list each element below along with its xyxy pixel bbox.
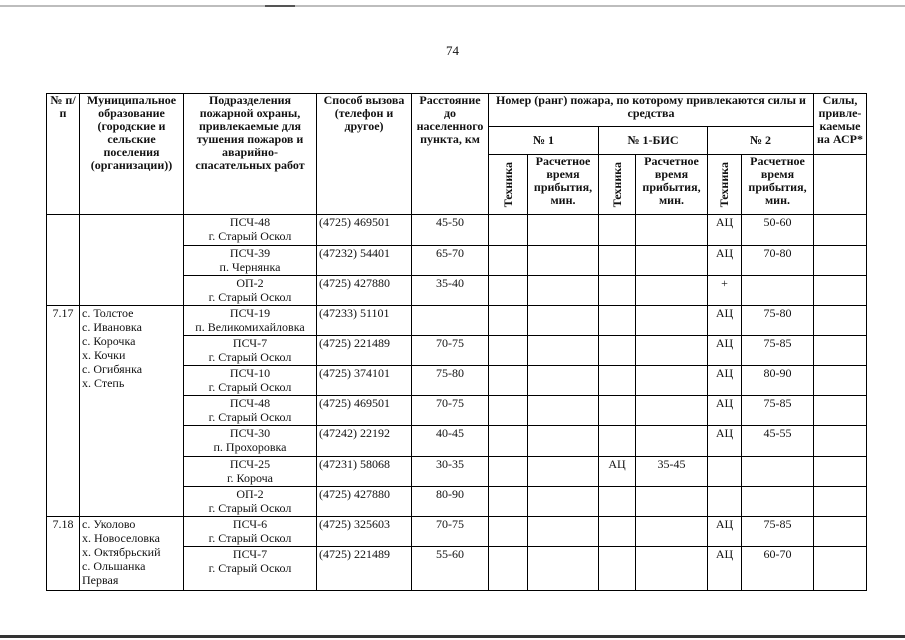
asr-cell (814, 276, 867, 306)
rank2-time-cell: 80-90 (742, 366, 814, 396)
settlement: Первая (82, 573, 119, 587)
rank1-tech-cell (489, 457, 528, 487)
rank2-tech-cell: + (708, 276, 742, 306)
rank2-time-cell: 75-80 (742, 306, 814, 336)
rank1-technique-header: Техника (500, 161, 515, 208)
unit-name: ПСЧ-30 (229, 426, 271, 440)
rank2-time-cell: 45-55 (742, 426, 814, 457)
table-row (47, 517, 867, 547)
top-rule-mark (265, 5, 295, 7)
num-cell: 7.18 (47, 517, 80, 591)
rank2-time-cell: 50-60 (742, 215, 814, 246)
rank1-time-cell (528, 366, 599, 396)
asr-cell (814, 487, 867, 517)
rank1bis-time-cell (636, 396, 708, 426)
rank2-header: № 2 (708, 127, 814, 155)
unit-name: ПСЧ-48 (229, 215, 271, 229)
unit-cell (184, 306, 317, 336)
unit-location: п. Чернянка (219, 260, 281, 274)
rank2-tech-cell: АЦ (708, 426, 742, 457)
rank1-header: № 1 (489, 127, 599, 155)
rank1-tech-cell (489, 306, 528, 336)
distance-cell: 70-75 (412, 517, 489, 547)
settlement: с. Ольшанка (82, 559, 146, 573)
unit-location: г. Старый Оскол (208, 531, 292, 545)
unit-name: ОП-2 (236, 487, 264, 501)
phone-cell: (4725) 469501 (317, 215, 412, 246)
municipality-cell (80, 517, 184, 591)
distance-cell: 75-80 (412, 366, 489, 396)
num-cell (47, 215, 80, 306)
rank2-technique-header: Техника (717, 161, 731, 208)
unit-name: ПСЧ-7 (232, 336, 268, 350)
unit-location: г. Старый Оскол (208, 290, 292, 304)
settlement: с. Огибянка (82, 362, 143, 376)
rank1-tech-cell (489, 487, 528, 517)
distance-cell: 55-60 (412, 547, 489, 591)
rank1bis-time-cell (636, 547, 708, 591)
rank2-tech-cell: АЦ (708, 547, 742, 591)
table-row (47, 215, 867, 246)
asr-cell (814, 547, 867, 591)
unit-location: г. Старый Оскол (208, 380, 292, 394)
phone-cell: (4725) 221489 (317, 547, 412, 591)
settlement: х. Новоселовка (82, 531, 160, 545)
phone-cell: (47232) 54401 (317, 246, 412, 276)
unit-cell (184, 336, 317, 366)
unit-name: ПСЧ-39 (229, 246, 271, 260)
phone-cell: (4725) 325603 (317, 517, 412, 547)
rank1bis-time-cell (636, 336, 708, 366)
rank2-tech-cell: АЦ (708, 396, 742, 426)
phone-cell: (47231) 58068 (317, 457, 412, 487)
asr-subheader (814, 155, 867, 215)
rank1bis-tech-cell (599, 487, 636, 517)
unit-cell (184, 547, 317, 591)
rank1bis-time-cell (636, 517, 708, 547)
rank1bis-technique-header: Техника (609, 161, 624, 208)
table-row (47, 306, 867, 336)
unit-name: ПСЧ-25 (229, 457, 271, 471)
unit-location: г. Старый Оскол (208, 229, 292, 243)
settlement: х. Октябрьский (82, 545, 161, 559)
rank2-tech-cell: АЦ (708, 366, 742, 396)
rank2-time-cell: 75-85 (742, 396, 814, 426)
phone-cell: (4725) 427880 (317, 276, 412, 306)
asr-cell (814, 306, 867, 336)
unit-name: ОП-2 (236, 276, 264, 290)
rank1-time-cell (528, 396, 599, 426)
rank2-tech-cell: АЦ (708, 336, 742, 366)
unit-location: г. Старый Оскол (208, 410, 292, 424)
unit-cell (184, 426, 317, 457)
rank1-time-cell (528, 547, 599, 591)
distance-cell: 45-50 (412, 215, 489, 246)
asr-cell (814, 366, 867, 396)
col-num-header: № п/п (47, 94, 80, 215)
unit-location: п. Прохоровка (213, 440, 287, 454)
rank1-tech-cell (489, 426, 528, 457)
fire-forces-table (46, 93, 867, 591)
rank1-tech-cell (489, 366, 528, 396)
rank1-tech-cell (489, 547, 528, 591)
col-call-method-header: Способ вызова (телефон и другое) (317, 94, 412, 215)
phone-cell: (4725) 469501 (317, 396, 412, 426)
rank1-time-cell (528, 336, 599, 366)
settlement: с. Толстое (82, 306, 134, 320)
distance-cell: 70-75 (412, 396, 489, 426)
unit-cell (184, 215, 317, 246)
rank1bis-tech-cell (599, 276, 636, 306)
rank1bis-time-cell (636, 246, 708, 276)
settlement: с. Ивановка (82, 320, 142, 334)
rank2-arrival-header: Расчетное время прибытия, мин. (742, 155, 814, 215)
rank1bis-arrival-header: Расчетное время прибытия, мин. (636, 155, 708, 215)
rank2-tech-cell (708, 487, 742, 517)
rank2-time-cell (742, 457, 814, 487)
rank2-tech-cell: АЦ (708, 246, 742, 276)
rank1-tech-cell (489, 396, 528, 426)
rank1-time-cell (528, 306, 599, 336)
rank1-time-cell (528, 487, 599, 517)
rank1bis-tech-cell: АЦ (599, 457, 636, 487)
rank1bis-time-cell (636, 306, 708, 336)
unit-cell (184, 396, 317, 426)
rank1-tech-cell (489, 215, 528, 246)
distance-cell: 35-40 (412, 276, 489, 306)
rank1bis-header: № 1-БИС (599, 127, 708, 155)
municipality-cell (80, 306, 184, 517)
col-distance-header: Расстояние до населенного пункта, км (412, 94, 489, 215)
asr-cell (814, 517, 867, 547)
unit-cell (184, 487, 317, 517)
rank1bis-tech-cell (599, 336, 636, 366)
rank1-time-cell (528, 276, 599, 306)
distance-cell: 70-75 (412, 336, 489, 366)
unit-cell (184, 366, 317, 396)
col-municipality-header: Муниципальное образование (городские и сельские поселения (организации)) (80, 94, 184, 215)
unit-cell (184, 457, 317, 487)
asr-cell (814, 246, 867, 276)
distance-cell: 30-35 (412, 457, 489, 487)
top-rule (0, 5, 905, 7)
rank1-arrival-header: Расчетное время прибытия, мин. (528, 155, 599, 215)
rank1bis-tech-cell (599, 215, 636, 246)
phone-cell: (4725) 427880 (317, 487, 412, 517)
rank1bis-tech-cell (599, 366, 636, 396)
unit-name: ПСЧ-48 (229, 396, 271, 410)
rank1-time-cell (528, 517, 599, 547)
asr-cell (814, 457, 867, 487)
rank1bis-tech-cell (599, 426, 636, 457)
col-units-header: Подразделения пожарной охраны, привлекаемые для тушения пожаров и аварийно-спасательных работ (184, 94, 317, 215)
rank2-tech-cell (708, 457, 742, 487)
rank1-tech-cell (489, 276, 528, 306)
rank1bis-tech-cell (599, 246, 636, 276)
unit-name: ПСЧ-10 (229, 366, 271, 380)
rank1-time-cell (528, 246, 599, 276)
distance-cell: 65-70 (412, 246, 489, 276)
rank1-time-cell (528, 215, 599, 246)
rank1bis-time-cell (636, 366, 708, 396)
rank2-time-cell: 75-85 (742, 517, 814, 547)
rank1bis-time-cell (636, 276, 708, 306)
phone-cell: (4725) 374101 (317, 366, 412, 396)
asr-cell (814, 336, 867, 366)
rank1bis-time-cell (636, 487, 708, 517)
rank2-tech-cell: АЦ (708, 517, 742, 547)
settlement: х. Степь (82, 376, 125, 390)
distance-cell (412, 306, 489, 336)
rank1-time-cell (528, 426, 599, 457)
fire-rank-header: Номер (ранг) пожара, по которому привлекаются силы и средства (489, 94, 814, 127)
rank1bis-time-cell (636, 215, 708, 246)
num-cell: 7.17 (47, 306, 80, 517)
unit-location: п. Великомихайловка (195, 320, 305, 334)
unit-name: ПСЧ-7 (232, 547, 268, 561)
unit-cell (184, 276, 317, 306)
rank1-tech-cell (489, 517, 528, 547)
rank1-tech-cell (489, 336, 528, 366)
settlement: с. Уколово (82, 517, 136, 531)
rank1-tech-cell (489, 246, 528, 276)
rank2-time-cell: 70-80 (742, 246, 814, 276)
rank2-time-cell: 60-70 (742, 547, 814, 591)
settlement: с. Корочка (82, 334, 136, 348)
bottom-rule (0, 635, 905, 638)
unit-cell (184, 517, 317, 547)
rank1bis-tech-cell (599, 306, 636, 336)
unit-cell (184, 246, 317, 276)
rank2-time-cell (742, 487, 814, 517)
unit-location: г. Короча (226, 471, 274, 485)
rank2-time-cell: 75-85 (742, 336, 814, 366)
distance-cell: 40-45 (412, 426, 489, 457)
unit-name: ПСЧ-6 (232, 517, 268, 531)
rank1bis-time-cell: 35-45 (636, 457, 708, 487)
settlement: х. Кочки (82, 348, 126, 362)
municipality-cell (80, 215, 184, 306)
phone-cell: (4725) 221489 (317, 336, 412, 366)
rank1bis-tech-cell (599, 547, 636, 591)
rank2-time-cell (742, 276, 814, 306)
unit-location: г. Старый Оскол (208, 501, 292, 515)
asr-cell (814, 426, 867, 457)
rank2-tech-cell: АЦ (708, 215, 742, 246)
rank1bis-tech-cell (599, 396, 636, 426)
phone-cell: (47233) 51101 (317, 306, 412, 336)
rank1bis-tech-cell (599, 517, 636, 547)
asr-cell (814, 215, 867, 246)
col-asr-header: Силы, привле-каемые на АСР* (814, 94, 867, 155)
unit-name: ПСЧ-19 (229, 306, 271, 320)
phone-cell: (47242) 22192 (317, 426, 412, 457)
rank1-time-cell (528, 457, 599, 487)
page-number: 74 (446, 43, 459, 58)
asr-cell (814, 396, 867, 426)
unit-location: г. Старый Оскол (208, 561, 292, 575)
unit-location: г. Старый Оскол (208, 350, 292, 364)
rank2-tech-cell: АЦ (708, 306, 742, 336)
distance-cell: 80-90 (412, 487, 489, 517)
rank1bis-time-cell (636, 426, 708, 457)
